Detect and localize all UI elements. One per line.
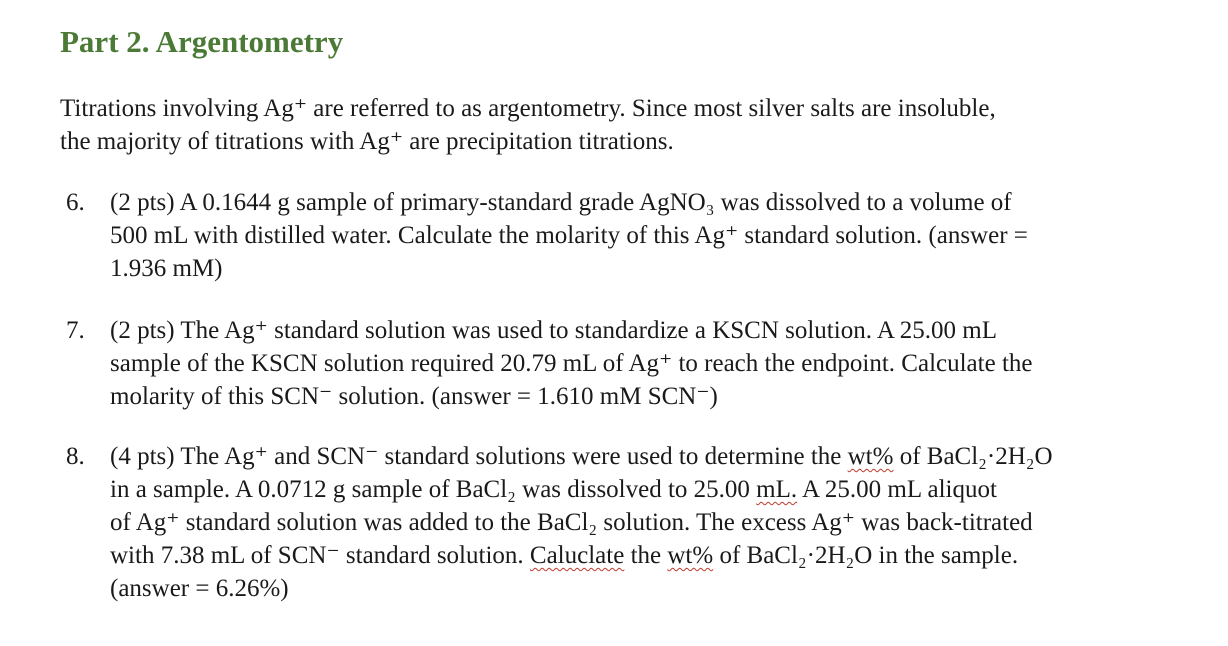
spellcheck-flagged-word[interactable]: wt% <box>847 443 894 470</box>
text-segment: (4 pts) The Ag⁺ and SCN⁻ standard solutions were used to determine the <box>110 443 848 470</box>
question-text <box>110 314 1033 413</box>
text-segment: the <box>624 542 668 569</box>
question-line <box>110 473 1053 506</box>
spellcheck-flagged-word[interactable]: wt% <box>667 542 714 569</box>
question-line: (answer = 6.26%) <box>110 575 289 602</box>
intro-paragraph <box>60 92 1210 158</box>
text-segment: of BaCl₂·2H₂O <box>893 443 1053 470</box>
question-number: 7. <box>66 317 85 344</box>
section-heading: Part 2. Argentometry <box>60 24 344 59</box>
question-line: molarity of this SCN⁻ solution. (answer = 1.610 mM SCN⁻) <box>110 383 718 410</box>
question-line <box>110 539 1053 572</box>
text-segment: in a sample. A 0.0712 g sample of BaCl₂ was dissolved to 25.00 <box>110 476 757 503</box>
question-line: (2 pts) A 0.1644 g sample of primary-standard grade AgNO₃ was dissolved to a volume of <box>110 189 1012 216</box>
question-line: of Ag⁺ standard solution was added to the BaCl₂ solution. The excess Ag⁺ was back-titrated <box>110 509 1033 536</box>
text-segment: with 7.38 mL of SCN⁻ standard solution. <box>110 542 530 569</box>
text-segment: of BaCl₂·2H₂O in the sample. <box>713 542 1019 569</box>
question-line: (2 pts) The Ag⁺ standard solution was used to standardize a KSCN solution. A 25.00 mL <box>110 317 997 344</box>
intro-line-1: Titrations involving Ag⁺ are referred to as argentometry. Since most silver salts are insoluble, <box>60 95 996 122</box>
intro-line-2: the majority of titrations with Ag⁺ are precipitation titrations. <box>60 128 674 155</box>
question-text <box>110 440 1053 605</box>
question-number: 6. <box>66 189 85 216</box>
question-text <box>110 186 1028 285</box>
question-line: 1.936 mM) <box>110 255 223 282</box>
question-number: 8. <box>66 443 85 470</box>
question-line: 500 mL with distilled water. Calculate the molarity of this Ag⁺ standard solution. (answer = <box>110 222 1028 249</box>
question-line <box>110 440 1053 473</box>
spellcheck-flagged-word[interactable]: mL. <box>756 476 798 503</box>
spellcheck-flagged-word[interactable]: Caluclate <box>529 542 625 569</box>
text-segment: A 25.00 mL aliquot <box>797 476 997 503</box>
question-line: sample of the KSCN solution required 20.79 mL of Ag⁺ to reach the endpoint. Calculate the <box>110 350 1033 377</box>
